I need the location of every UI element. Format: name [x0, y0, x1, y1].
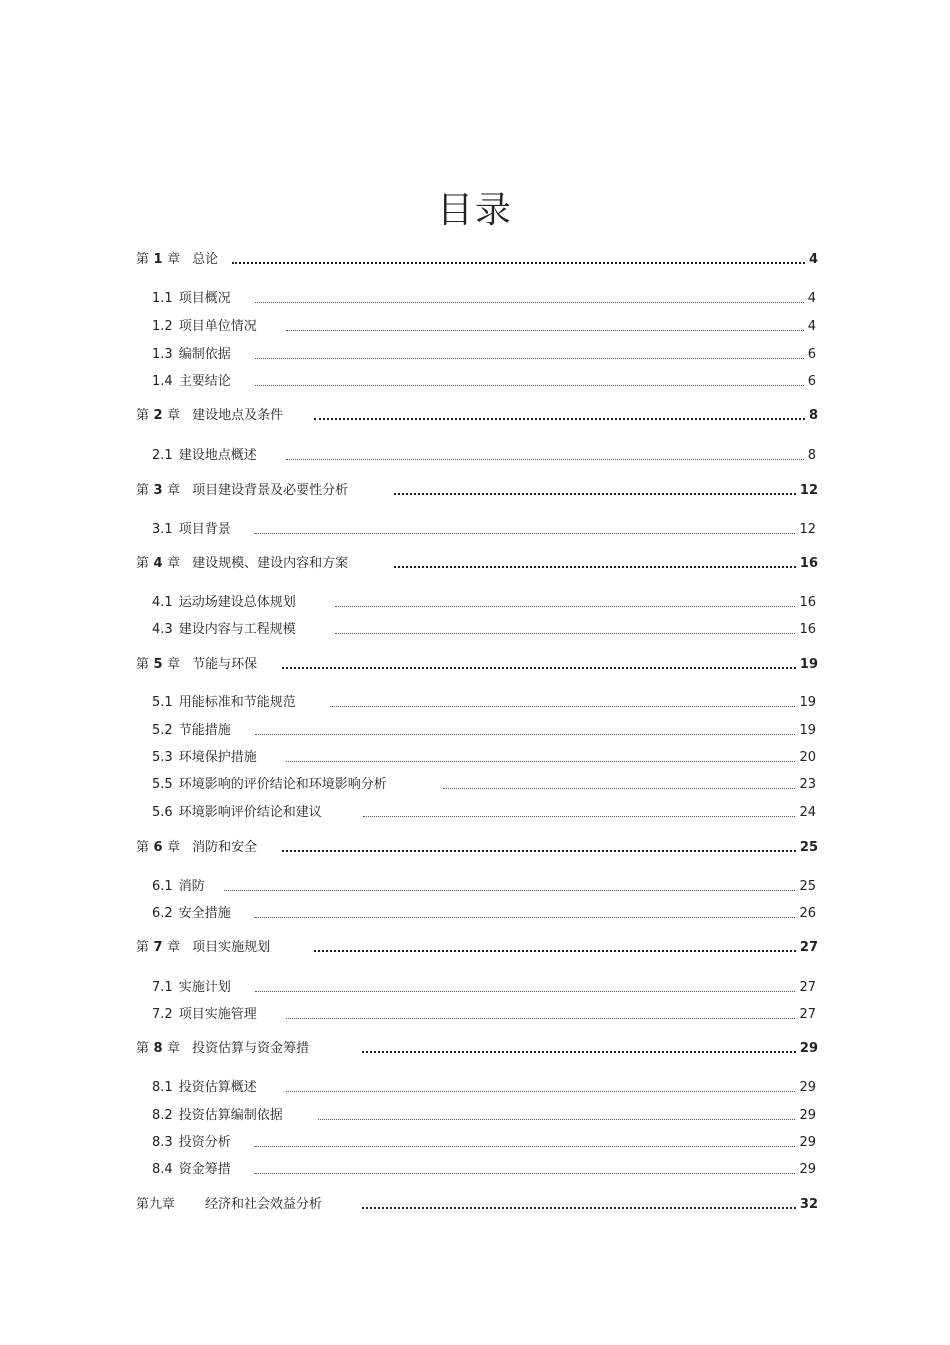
- toc-entry-title: [152, 522, 247, 538]
- entry-label: 编制依据: [178, 347, 231, 362]
- page-number: 24: [799, 805, 816, 820]
- entry-label: 建设地点及条件: [192, 408, 284, 423]
- section-number: 7.1: [152, 980, 173, 995]
- toc-entry-title: [136, 252, 224, 268]
- toc-entry-title: [136, 483, 386, 499]
- entry-label: 总论: [192, 252, 219, 267]
- section-number: 6.2: [152, 906, 173, 921]
- section-number: 8.3: [152, 1135, 173, 1150]
- section-number: 4.3: [152, 622, 173, 637]
- entry-label: 项目实施管理: [178, 1007, 257, 1022]
- toc-entry-title: [136, 1041, 354, 1057]
- chapter-number: 6: [149, 840, 168, 855]
- entry-label: 实施计划: [178, 980, 231, 995]
- dot-leader: [255, 385, 804, 386]
- toc-section-row[interactable]: [152, 719, 816, 739]
- entry-label: 项目实施规划: [192, 940, 271, 955]
- dot-leader: [255, 917, 795, 918]
- page-number: 29: [799, 1108, 816, 1123]
- section-number: 5.2: [152, 723, 173, 738]
- section-number: 1.2: [152, 319, 173, 334]
- section-number: 5.3: [152, 750, 173, 765]
- dot-leader: [286, 761, 795, 762]
- page-number: 29: [799, 1135, 816, 1150]
- page-number: 16: [799, 556, 818, 571]
- page-number: 32: [799, 1197, 818, 1212]
- page-number: 6: [807, 347, 816, 362]
- dot-leader: [286, 1018, 795, 1019]
- page-number: 12: [799, 522, 816, 537]
- toc-entry-title: [152, 777, 435, 793]
- chapter-suffix: 章: [167, 840, 181, 855]
- chapter-number: 5: [149, 657, 168, 672]
- toc-entry-title: [152, 805, 355, 821]
- entry-label: 消防: [178, 879, 205, 894]
- dot-leader: [363, 816, 795, 817]
- entry-label: 环境保护措施: [178, 750, 257, 765]
- toc-entry-title: [152, 448, 278, 464]
- chapter-suffix: 章: [167, 657, 181, 672]
- toc-entry-title: [152, 980, 247, 996]
- chapter-suffix: 章: [167, 483, 181, 498]
- page-number: 20: [799, 750, 816, 765]
- dot-leader: [394, 493, 796, 495]
- toc-section-row[interactable]: [152, 902, 816, 922]
- entry-label: 投资估算与资金筹措: [192, 1041, 310, 1056]
- toc-chapter-row[interactable]: [136, 653, 818, 673]
- toc-chapter-row[interactable]: [136, 836, 818, 856]
- dot-leader: [335, 606, 795, 607]
- dot-leader: [255, 1146, 795, 1147]
- entry-label: 建设地点概述: [178, 448, 257, 463]
- dot-leader: [255, 302, 804, 303]
- dot-leader: [224, 890, 795, 891]
- entry-label: 消防和安全: [192, 840, 258, 855]
- dot-leader: [282, 667, 796, 669]
- dot-leader: [335, 633, 795, 634]
- page-number: 16: [799, 595, 816, 610]
- section-number: 5.1: [152, 695, 173, 710]
- page-number: 19: [799, 695, 816, 710]
- chapter-number: 4: [149, 556, 168, 571]
- toc-section-row[interactable]: [152, 1003, 816, 1023]
- entry-label: 用能标准和节能规范: [178, 695, 296, 710]
- entry-label: 投资估算编制依据: [178, 1108, 283, 1123]
- toc-entry-title: [152, 291, 247, 307]
- section-number: 3.1: [152, 522, 173, 537]
- toc-chapter-row[interactable]: [136, 1037, 818, 1057]
- page-number: 25: [799, 840, 818, 855]
- dot-leader: [255, 734, 795, 735]
- toc-section-row[interactable]: [152, 1104, 816, 1124]
- entry-label: 建设内容与工程规模: [178, 622, 296, 637]
- chapter-number: 2: [149, 408, 168, 423]
- chapter-prefix: 第: [136, 1041, 150, 1056]
- toc-entry-title: [152, 595, 327, 611]
- chapter-prefix: 第九章: [136, 1197, 176, 1212]
- dot-leader: [314, 418, 805, 420]
- page-number: 29: [799, 1162, 816, 1177]
- entry-label: 投资分析: [178, 1135, 231, 1150]
- toc-entry-title: [152, 347, 247, 363]
- chapter-number: 1: [149, 252, 168, 267]
- dot-leader: [286, 330, 804, 331]
- toc-entry-title: [152, 879, 216, 895]
- page-number: 6: [807, 374, 816, 389]
- section-number: 4.1: [152, 595, 173, 610]
- toc-section-row[interactable]: [152, 315, 816, 335]
- page-number: 23: [799, 777, 816, 792]
- entry-label: 节能措施: [178, 723, 231, 738]
- chapter-prefix: 第: [136, 556, 150, 571]
- section-number: 8.4: [152, 1162, 173, 1177]
- toc-section-row[interactable]: [152, 370, 816, 390]
- entry-label: 主要结论: [178, 374, 231, 389]
- toc-section-row[interactable]: [152, 444, 816, 464]
- chapter-prefix: 第: [136, 940, 150, 955]
- dot-leader: [282, 850, 796, 852]
- toc-entry-title: [152, 319, 278, 335]
- section-number: 1.4: [152, 374, 173, 389]
- page-number: 27: [799, 1007, 816, 1022]
- toc-section-row[interactable]: [152, 746, 816, 766]
- chapter-suffix: 章: [167, 556, 181, 571]
- page-number: 26: [799, 906, 816, 921]
- section-number: 2.1: [152, 448, 173, 463]
- toc-entry-title: [152, 1108, 310, 1124]
- page-number: 4: [808, 252, 818, 267]
- toc-entry-title: [136, 657, 274, 673]
- toc-entry-title: [152, 906, 247, 922]
- toc-section-row[interactable]: [152, 518, 816, 538]
- entry-label: 资金筹措: [178, 1162, 231, 1177]
- entry-label: 投资估算概述: [178, 1080, 257, 1095]
- entry-label: 运动场建设总体规划: [178, 595, 296, 610]
- section-number: 5.6: [152, 805, 173, 820]
- page-number: 4: [807, 319, 816, 334]
- toc-section-row[interactable]: [152, 801, 816, 821]
- section-number: 5.5: [152, 777, 173, 792]
- toc-entry-title: [136, 408, 306, 424]
- page-number: 27: [799, 940, 818, 955]
- toc-entry-title: [152, 1080, 278, 1096]
- chapter-suffix: 章: [167, 1041, 181, 1056]
- page-number: 12: [799, 483, 818, 498]
- section-number: 1.3: [152, 347, 173, 362]
- dot-leader: [255, 1173, 795, 1174]
- section-number: 8.1: [152, 1080, 173, 1095]
- toc-entry-title: [136, 1197, 354, 1213]
- toc-entry-title: [152, 1135, 247, 1151]
- chapter-suffix: 章: [167, 408, 181, 423]
- chapter-number: 7: [149, 940, 168, 955]
- toc-section-row[interactable]: [152, 976, 816, 996]
- page-number: 8: [808, 408, 818, 423]
- toc-chapter-row[interactable]: [136, 552, 818, 572]
- dot-leader: [286, 459, 804, 460]
- section-number: 6.1: [152, 879, 173, 894]
- chapter-prefix: 第: [136, 840, 150, 855]
- dot-leader: [314, 950, 796, 952]
- toc-entry-title: [136, 840, 274, 856]
- toc-entry-title: [136, 556, 386, 572]
- entry-label: 项目背景: [178, 522, 231, 537]
- toc-section-row[interactable]: [152, 1131, 816, 1151]
- page-number: 19: [799, 723, 816, 738]
- entry-label: 经济和社会效益分析: [205, 1197, 323, 1212]
- section-number: 1.1: [152, 291, 173, 306]
- dot-leader: [286, 1091, 795, 1092]
- toc-section-row[interactable]: [152, 875, 816, 895]
- entry-label: 项目单位情况: [178, 319, 257, 334]
- chapter-prefix: 第: [136, 657, 150, 672]
- toc-entry-title: [152, 1162, 247, 1178]
- entry-label: 环境影响评价结论和建议: [178, 805, 322, 820]
- page-number: 4: [807, 291, 816, 306]
- section-number: 7.2: [152, 1007, 173, 1022]
- toc-section-row[interactable]: [152, 591, 816, 611]
- toc-section-row[interactable]: [152, 618, 816, 638]
- chapter-prefix: 第: [136, 408, 150, 423]
- toc-chapter-row[interactable]: [136, 1193, 818, 1213]
- chapter-number: 8: [149, 1041, 168, 1056]
- entry-label: 建设规模、建设内容和方案: [192, 556, 349, 571]
- toc-section-row[interactable]: [152, 773, 816, 793]
- dot-leader: [255, 533, 795, 534]
- toc-chapter-row[interactable]: [136, 936, 818, 956]
- dot-leader: [330, 706, 795, 707]
- page-number: 29: [799, 1080, 816, 1095]
- chapter-number: 3: [149, 483, 168, 498]
- dot-leader: [443, 788, 795, 789]
- toc-section-row[interactable]: [152, 1158, 816, 1178]
- toc-entry-title: [152, 695, 322, 711]
- entry-label: 项目概况: [178, 291, 231, 306]
- page-number: 8: [807, 448, 816, 463]
- page-title: 目录: [436, 190, 513, 231]
- dot-leader: [255, 991, 795, 992]
- entry-label: 节能与环保: [192, 657, 258, 672]
- chapter-suffix: 章: [167, 252, 181, 267]
- toc-section-row[interactable]: [152, 343, 816, 363]
- dot-leader: [232, 262, 805, 264]
- dot-leader: [318, 1119, 795, 1120]
- entry-label: 项目建设背景及必要性分析: [192, 483, 349, 498]
- page-number: 16: [799, 622, 816, 637]
- toc-section-row[interactable]: [152, 287, 816, 307]
- page-number: 29: [799, 1041, 818, 1056]
- dot-leader: [394, 566, 796, 568]
- page-number: 27: [799, 980, 816, 995]
- page-number: 25: [799, 879, 816, 894]
- toc-entry-title: [152, 723, 247, 739]
- toc-chapter-row[interactable]: [136, 248, 818, 268]
- entry-label: 安全措施: [178, 906, 231, 921]
- toc-chapter-row[interactable]: [136, 479, 818, 499]
- chapter-suffix: 章: [167, 940, 181, 955]
- chapter-prefix: 第: [136, 483, 150, 498]
- toc-entry-title: [152, 622, 327, 638]
- chapter-prefix: 第: [136, 252, 150, 267]
- dot-leader: [362, 1051, 796, 1053]
- toc-section-row[interactable]: [152, 1076, 816, 1096]
- toc-entry-title: [152, 750, 278, 766]
- section-number: 8.2: [152, 1108, 173, 1123]
- dot-leader: [255, 358, 804, 359]
- page-number: 19: [799, 657, 818, 672]
- toc-entry-title: [152, 1007, 278, 1023]
- toc-entry-title: [136, 940, 306, 956]
- entry-label: 环境影响的评价结论和环境影响分析: [178, 777, 387, 792]
- toc-entry-title: [152, 374, 247, 390]
- dot-leader: [362, 1207, 796, 1209]
- toc-section-row[interactable]: [152, 691, 816, 711]
- toc-chapter-row[interactable]: [136, 404, 818, 424]
